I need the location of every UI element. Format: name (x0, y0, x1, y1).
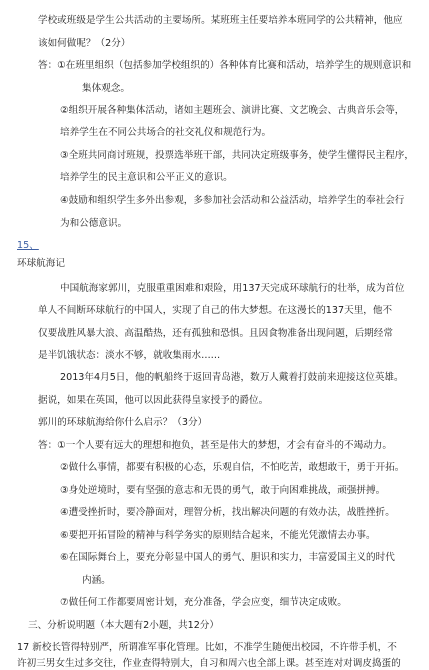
question-number: 15、 (17, 240, 39, 251)
answer-line: 培养学生的民主意识和公平正义的意识。 (60, 172, 233, 183)
answer-line: ③全班共同商讨班规，投票选举班干部，共同决定班级事务，使学生懂得民主程序， (60, 150, 414, 161)
answer-line: 集体观念。 (82, 83, 130, 94)
answer-line: 答：①一个人要有远大的理想和抱负，甚至是伟大的梦想，才会有奋斗的不竭动力。 (38, 440, 392, 451)
answer-line: ⑥要把开拓冒险的精神与科学务实的原则结合起来，不能光凭激情去办事。 (60, 530, 376, 541)
answer-line: ②组织开展各种集体活动，诸如主题班会、演讲比赛、文艺晚会、古典音乐会等， (60, 105, 405, 116)
answer-line: 培养学生在不同公共场合的社交礼仪和规范行为。 (60, 127, 272, 138)
answer-line: ②做什么事情，都要有积极的心态，乐观自信，不怕吃苦，敢想敢干，勇于开拓。 (60, 462, 405, 473)
question-text-line: 许初三男女生过多交往，作业查得特别大，自习和周六也全部上课。甚至连对对调皮捣蛋的 (17, 658, 401, 669)
answer-line: 内涵。 (82, 575, 111, 586)
passage-line: 单人不间断环球航行的中国人，实现了自己的伟大梦想。在这漫长的137天里，他不 (38, 305, 393, 316)
passage-line: 中国航海家郭川，克服重重困难和艰险，用137天完成环球航行的壮举，成为首位 (60, 283, 405, 294)
question-text-line: 该如何做呢？（2分） (38, 38, 131, 49)
answer-line: 答：①在班里组织（包括参加学校组织的）各种体育比赛和活动，培养学生的规则意识和 (38, 60, 412, 71)
question-text-line: 17 新校长管得特别严，所谓准军事化管理。比如，不准学生随便出校园，不许带手机，不 (17, 642, 397, 653)
answer-line: ⑦做任何工作都要周密计划，充分准备，学会应变，细节决定成败。 (60, 597, 347, 608)
answer-line: ③身处逆境时，要有坚强的意志和无畏的勇气，敢于向困难挑战，顽强拼搏。 (60, 485, 386, 496)
passage-line: 据说，如果在英国，他可以因此获得皇家授予的爵位。 (38, 395, 269, 406)
passage-line: 是半饥饿状态：淡水不够，就收集雨水…… (38, 350, 221, 361)
section-heading: 三、分析说明题（本大题有2小题，共12分） (28, 620, 219, 631)
answer-line: ④遭受挫折时，要冷静面对，理智分析，找出解决问题的有效办法，战胜挫折。 (60, 507, 395, 518)
answer-line: ④鼓励和组织学生多外出参观，多参加社会活动和公益活动，培养学生的奉社会行 (60, 195, 405, 206)
passage-title: 环球航海记 (17, 258, 65, 269)
answer-line: ⑥在国际舞台上，要充分彰显中国人的勇气、胆识和实力，丰富爱国主义的时代 (60, 552, 395, 563)
passage-line: 2013年4月5日，他的帆船终于返回青岛港，数万人戴着打鼓前来迎接这位英雄。 (60, 372, 404, 383)
question-text-line: 学校或班级是学生公共活动的主要场所。某班班主任要培养本班同学的公共精神，他应 (38, 15, 403, 26)
answer-line: 为和公德意识。 (60, 218, 128, 229)
question-text-line: 郭川的环球航海给你什么启示？（3分） (38, 417, 208, 428)
passage-line: 仅要战胜风暴大浪、高温酷热，还有孤独和恐惧。且因食物准备出现问题，后期经常 (38, 328, 393, 339)
